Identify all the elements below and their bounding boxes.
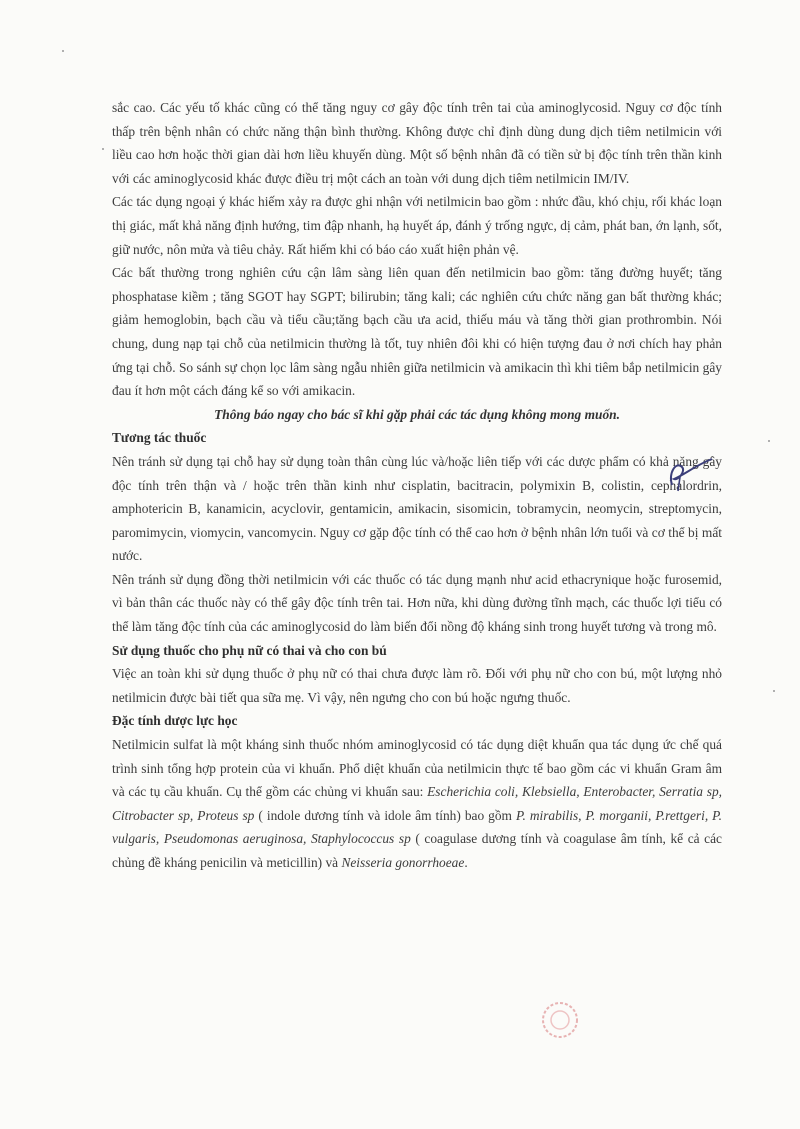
paragraph-interactions-2: Nên tránh sử dụng đồng thời netilmicin với các thuốc có tác dụng mạnh như acid ethacrynique hoặc furosemid, vì bản thân các thuốc này có thể gây độc tính trên tai. Hơn nữa, khi dùng đường tĩnh mạch, các thuốc lợi tiểu có thể làm tăng độc tính của các aminoglycosid do làm biến đổi nồng độ kháng sinh trong huyết tương và trong mô. xyxy=(112,571,722,635)
scan-speck xyxy=(102,148,104,150)
signature-mark xyxy=(666,455,716,495)
pd-species-1: Escherichia coli, Klebsiella, Enterobacter, Serratia sp, Citrobacter sp, Proteus sp xyxy=(112,784,722,823)
paragraph-adverse-effects: Các tác dụng ngoại ý khác hiếm xảy ra được ghi nhận với netilmicin bao gồm : nhức đầu, khó chịu, rối khác loạn thị giác, mất khả năng định hướng, tim đập nhanh, hạ huyết áp, đánh ý trống ngực, dị cảm, phát ban, ớn lạnh, sốt, giữ nước, nôn mửa và tiêu chảy. Rất hiếm khi có báo cáo xuất hiện phản vệ. xyxy=(112,194,722,257)
heading-pharmacodynamics: Đặc tính dược lực học xyxy=(112,713,238,729)
red-stamp-fragment xyxy=(535,1000,585,1040)
paragraph-ototoxicity: sắc cao. Các yếu tố khác cũng có thể tăng nguy cơ gây độc tính trên tai của aminoglycosid. Nguy cơ độc tính thấp trên bệnh nhân có chức năng thận bình thường. Không được chỉ định dùng dung dịch tiêm netilmicin với liều cao hơn hoặc thời gian dài hơn liều khuyến dùng. Một số bệnh nhân đã có tiền sử bị độc tính trên thần kinh với các aminoglycosid khác được điều trị một cách an toàn với dung dịch tiêm netilmicin IM/IV. xyxy=(112,100,722,186)
scan-speck xyxy=(62,50,64,52)
pd-species-2: P. mirabilis, P. morganii, P.rettgeri, P. vulgaris, Pseudomonas aeruginosa, Staphylococcus sp xyxy=(112,807,722,847)
pd-text-c: ( coagulase dương tính và coagulase âm tính, kể cả các chủng đề kháng penicilin và meticillin) và xyxy=(112,831,722,870)
paragraph-pharmacodynamics xyxy=(112,733,722,875)
document-body xyxy=(112,96,722,875)
heading-pregnancy-lactation: Sử dụng thuốc cho phụ nữ có thai và cho con bú xyxy=(112,642,387,658)
notice-report-adverse: Thông báo ngay cho bác sĩ khi gặp phải các tác dụng không mong muốn. xyxy=(214,406,620,422)
paragraph-lab-abnormalities: Các bất thường trong nghiên cứu cận lâm sàng liên quan đến netilmicin bao gồm: tăng đường huyết; tăng phosphatase kiềm ; tăng SGOT hay SGPT; bilirubin; tăng kali; các nghiên cứu chức năng gan bất thường khác; giảm hemoglobin, bạch cầu và tiểu cầu;tăng bạch cầu ưa acid, thiếu máu và tăng thời gian prothrombin. Nói chung, dung nạp tại chỗ của netilmicin thường là tốt, tuy nhiên đôi khi có hiện tượng đau ở nơi chích hay phản ứng tại chỗ. So sánh sự chọn lọc lâm sàng ngẫu nhiên giữa netilmicin và amikacin thì khi tiêm bắp netilmicin gây đau ít hơn một cách đáng kể so với amikacin. xyxy=(112,265,722,399)
pd-text-b: ( indole dương tính và idole âm tính) bao gồm xyxy=(254,807,516,823)
scan-speck xyxy=(768,440,770,442)
paragraph-pregnancy: Việc an toàn khi sử dụng thuốc ở phụ nữ có thai chưa được làm rõ. Đối với phụ nữ cho con bú, một lượng nhỏ netilmicin được bài tiết qua sữa mẹ. Vì vậy, nên ngưng cho con bú hoặc ngưng thuốc. xyxy=(112,666,722,705)
heading-drug-interactions: Tương tác thuốc xyxy=(112,430,207,446)
paragraph-interactions-1: Nên tránh sử dụng tại chỗ hay sử dụng toàn thân cùng lúc và/hoặc liên tiếp với các dược phẩm có khả năng gây độc tính trên thận và / hoặc trên thần kinh như cisplatin, bacitracin, polymixin B, colistin, cephalordrin, amphotericin B, kanamicin, acyclovir, gentamicin, amikacin, sisomicin, tobramycin, neomycin, streptomycin, paromimycin, viomycin, vancomycin. Nguy cơ gặp độc tính có thể cao hơn ở bệnh nhân lớn tuổi và cơ thể bị mất nước. xyxy=(112,453,722,564)
pd-species-3: Neisseria gonorrhoeae xyxy=(341,855,465,870)
pd-text-d: . xyxy=(464,855,468,870)
scan-speck xyxy=(773,690,775,692)
pd-text-a: Netilmicin sulfat là một kháng sinh thuốc nhóm aminoglycosid có tác dụng diệt khuẩn qua tác dụng ức chế quá trình sinh tổng hợp protein của vi khuẩn. Phổ diệt khuẩn của netilmicin thực tế bao gồm các vi khuẩn Gram âm và các tụ cầu khuẩn. Cụ thể gồm các chủng vi khuẩn sau: xyxy=(112,737,722,800)
